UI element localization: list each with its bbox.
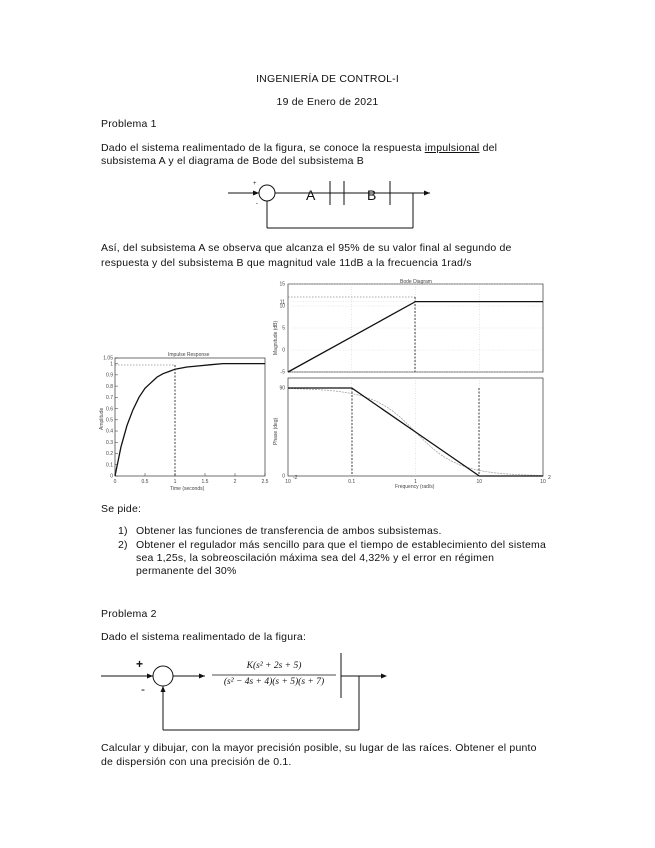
problem2-heading: Problema 2 bbox=[101, 608, 157, 620]
p2-plus-sign: + bbox=[136, 657, 144, 671]
impulse-xtick-label: 1.5 bbox=[201, 479, 209, 485]
tf-numerator: K(s² + 2s + 5) bbox=[246, 661, 302, 671]
impulse-ytick-label: 0.5 bbox=[106, 417, 113, 424]
impulse-plot bbox=[99, 352, 269, 492]
bode-mag-tick-label: 0 bbox=[282, 347, 285, 354]
impulse-ytick-label: 0.4 bbox=[106, 428, 113, 435]
bode-xlabel: Frequency (rad/s) bbox=[395, 484, 435, 490]
bode-magnitude-plot bbox=[273, 279, 543, 376]
item2-num: 2) bbox=[118, 539, 128, 551]
bode-phase-plot bbox=[273, 378, 551, 490]
impulse-ytick-label: 0.3 bbox=[106, 439, 113, 446]
impulse-ytick-label: 1 bbox=[110, 361, 113, 368]
item2-line2: sea 1,25s, la sobreoscilación máxima sea del 4,32% y el error en régimen bbox=[136, 552, 495, 564]
impulse-title: Impulse Response bbox=[168, 352, 210, 358]
problem1-ask: Se pide: bbox=[101, 503, 142, 515]
problem1-heading: Problema 1 bbox=[101, 118, 157, 130]
impulse-xtick-label: 1 bbox=[173, 479, 177, 485]
bode-freq-exp-last: 2 bbox=[548, 475, 551, 481]
item1-num: 1) bbox=[118, 525, 128, 537]
bode-freq-tick-label: 1 bbox=[414, 479, 417, 485]
problem2-task-line2: de dispersión con una precisión de 0.1. bbox=[101, 756, 292, 768]
bode-mag-tick-label: -5 bbox=[280, 369, 285, 376]
bode-phase-tick-label: 90 bbox=[279, 385, 285, 392]
p1-minus-sign: - bbox=[256, 201, 258, 207]
impulse-xtick-label: 2 bbox=[233, 479, 237, 485]
impulse-ytick-label: 1.05 bbox=[103, 355, 113, 362]
bode-phase-tick-label: 0 bbox=[282, 473, 285, 480]
impulse-ytick-label: 0.9 bbox=[106, 372, 113, 379]
impulse-xtick-label: 0.5 bbox=[141, 479, 149, 485]
impulse-xtick-label: 0 bbox=[113, 479, 117, 485]
bode-phase-ylabel: Phase (deg) bbox=[273, 417, 279, 445]
impulse-ytick-label: 0 bbox=[110, 473, 113, 480]
exam-date: 19 de Enero de 2021 bbox=[276, 96, 379, 108]
impulse-ytick-label: 0.7 bbox=[106, 395, 113, 402]
bode-mag-tick-label: 11 bbox=[279, 299, 285, 306]
item2-line1: Obtener el regulador más sencillo para que el tiempo de establecimiento del sistema bbox=[136, 539, 546, 551]
item1-line1: Obtener las funciones de transferencia de ambos subsistemas. bbox=[136, 525, 442, 537]
problem2-task-line1: Calcular y dibujar, con la mayor precisión posible, su lugar de las raíces. Obtener el punto bbox=[101, 742, 537, 754]
block-a-label: A bbox=[306, 187, 316, 203]
impulse-ytick-label: 0.6 bbox=[106, 406, 113, 413]
bode-mag-ylabel: Magnitude (dB) bbox=[273, 320, 279, 355]
problem1-obs-line2: respuesta y del subsistema B que magnitud vale 11dB a la frecuencia 1rad/s bbox=[101, 257, 472, 269]
impulse-ytick-label: 0.8 bbox=[106, 383, 113, 390]
problem1-obs-line1: Así, del subsistema A se observa que alcanza el 95% de su valor final al segundo de bbox=[101, 242, 512, 254]
bode-title: Bode Diagram bbox=[400, 279, 432, 285]
impulse-xlabel: Time (seconds) bbox=[170, 486, 205, 492]
problem1-intro-post: del bbox=[479, 142, 498, 154]
p2-minus-sign: - bbox=[141, 682, 145, 696]
problem1-intro-underlined: impulsional bbox=[424, 142, 480, 154]
bode-mag-tick-label: 10 bbox=[279, 303, 285, 310]
item2-line3: permanente del 30% bbox=[136, 565, 237, 577]
p1-plus-sign: + bbox=[253, 181, 257, 187]
impulse-ytick-label: 0.2 bbox=[106, 451, 113, 458]
bode-freq-tick-label: 10 bbox=[540, 479, 546, 485]
problem1-intro-pre: Dado el sistema realimentado de la figura, se conoce la respuesta bbox=[101, 142, 425, 154]
impulse-ylabel: Amplitude bbox=[99, 407, 105, 430]
block-b-label: B bbox=[367, 187, 377, 203]
bode-freq-tick-label: 0.1 bbox=[348, 479, 356, 485]
bode-mag-tick-label: 15 bbox=[279, 281, 285, 288]
impulse-xtick-label: 2.5 bbox=[261, 479, 269, 485]
bode-freq-tick-label: 10 bbox=[476, 479, 483, 485]
exam-title: INGENIERÍA DE CONTROL-I bbox=[256, 73, 399, 85]
tf-denominator: (s² − 4s + 4)(s + 5)(s + 7) bbox=[223, 677, 325, 687]
bode-freq-exp-first: -2 bbox=[293, 475, 298, 481]
problem2-intro: Dado el sistema realimentado de la figura: bbox=[101, 631, 307, 643]
impulse-ytick-label: 0.1 bbox=[106, 462, 113, 469]
bode-freq-tick-label: 10 bbox=[285, 479, 291, 485]
problem1-intro-line2: subsistema A y el diagrama de Bode del subsistema B bbox=[101, 155, 364, 167]
bode-mag-tick-label: 5 bbox=[282, 325, 285, 332]
